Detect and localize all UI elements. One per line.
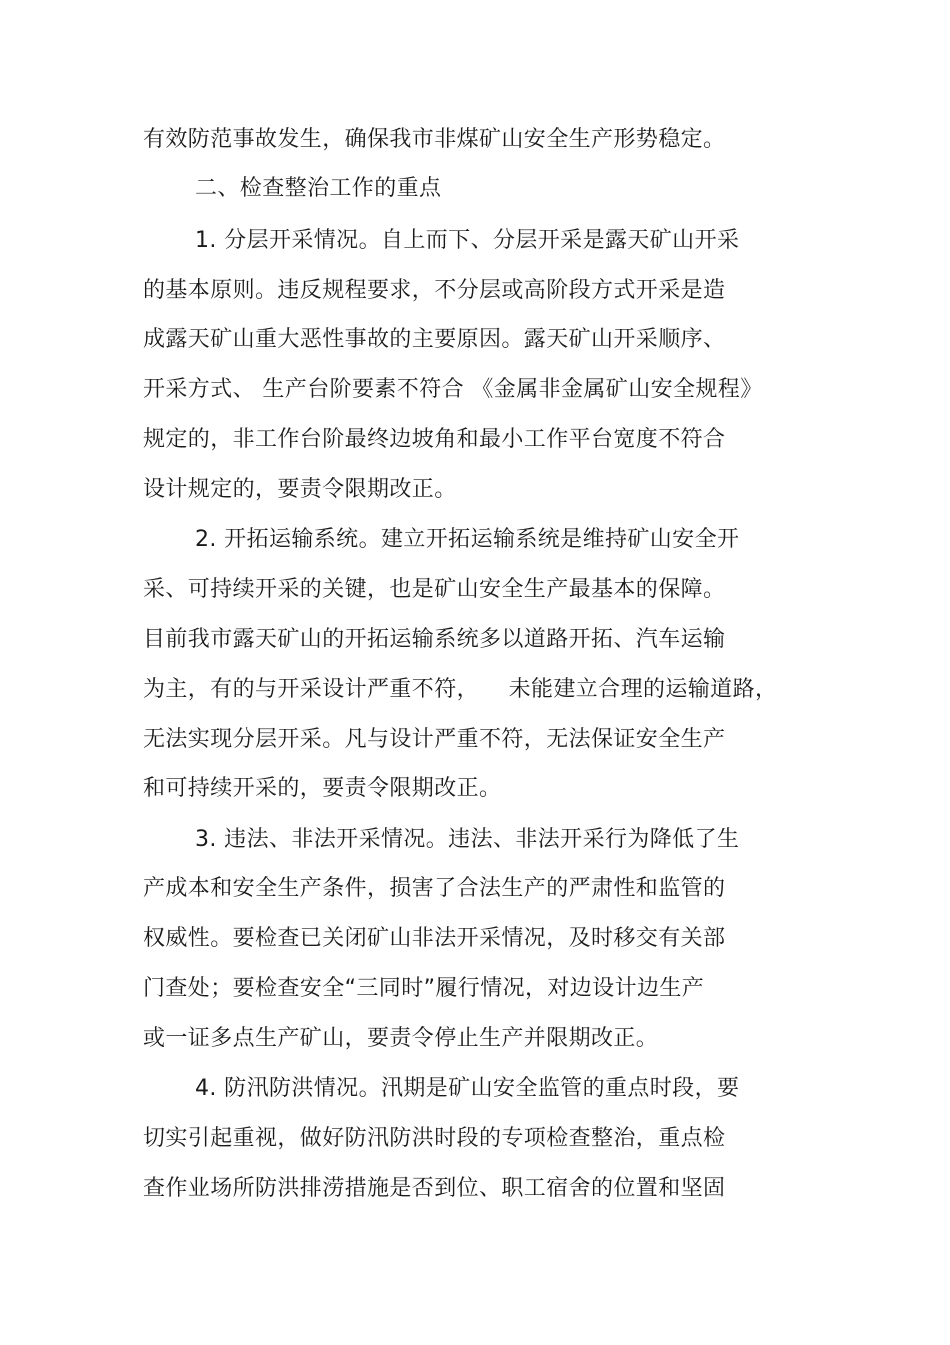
section-heading: 二、检查整治工作的重点	[195, 176, 442, 201]
paragraph-line: 门查处；要检查安全“三同时”履行情况，对边设计边生产	[143, 976, 705, 1001]
paragraph-line: 2. 开拓运输系统。建立开拓运输系统是维持矿山安全开	[195, 527, 740, 552]
paragraph-line: 成露天矿山重大恶性事故的主要原因。露天矿山开采顺序、	[143, 327, 726, 352]
paragraph-line: 为主，有的与开采设计严重不符， 未能建立合理的运输道路，	[143, 677, 778, 702]
paragraph-line: 和可持续开采的，要责令限期改正。	[143, 776, 502, 801]
paragraph-line: 4. 防汛防洪情况。汛期是矿山安全监管的重点时段，要	[195, 1076, 740, 1101]
paragraph-line: 权威性。要检查已关闭矿山非法开采情况，及时移交有关部	[143, 926, 726, 951]
paragraph-line: 采、可持续开采的关键，也是矿山安全生产最基本的保障。	[143, 577, 726, 602]
paragraph-line: 产成本和安全生产条件，损害了合法生产的严肃性和监管的	[143, 876, 726, 901]
paragraph-line: 1. 分层开采情况。自上而下、分层开采是露天矿山开采	[195, 228, 740, 253]
paragraph-line: 开采方式、 生产台阶要素不符合 《金属非金属矿山安全规程》	[143, 377, 763, 402]
paragraph-line: 查作业场所防洪排涝措施是否到位、职工宿舍的位置和坚固	[143, 1176, 726, 1201]
paragraph-line: 3. 违法、非法开采情况。违法、非法开采行为降低了生	[195, 827, 740, 852]
paragraph-line: 或一证多点生产矿山，要责令停止生产并限期改正。	[143, 1026, 659, 1051]
paragraph-line: 无法实现分层开采。凡与设计严重不符，无法保证安全生产	[143, 727, 726, 752]
paragraph-line: 的基本原则。违反规程要求，不分层或高阶段方式开采是造	[143, 278, 726, 303]
paragraph-line: 切实引起重视，做好防汛防洪时段的专项检查整治，重点检	[143, 1126, 726, 1151]
paragraph-line: 目前我市露天矿山的开拓运输系统多以道路开拓、汽车运输	[143, 627, 726, 652]
paragraph-line: 规定的，非工作台阶最终边坡角和最小工作平台宽度不符合	[143, 427, 726, 452]
paragraph-line: 有效防范事故发生，确保我市非煤矿山安全生产形势稳定。	[143, 127, 726, 152]
paragraph-line: 设计规定的，要责令限期改正。	[143, 477, 457, 502]
